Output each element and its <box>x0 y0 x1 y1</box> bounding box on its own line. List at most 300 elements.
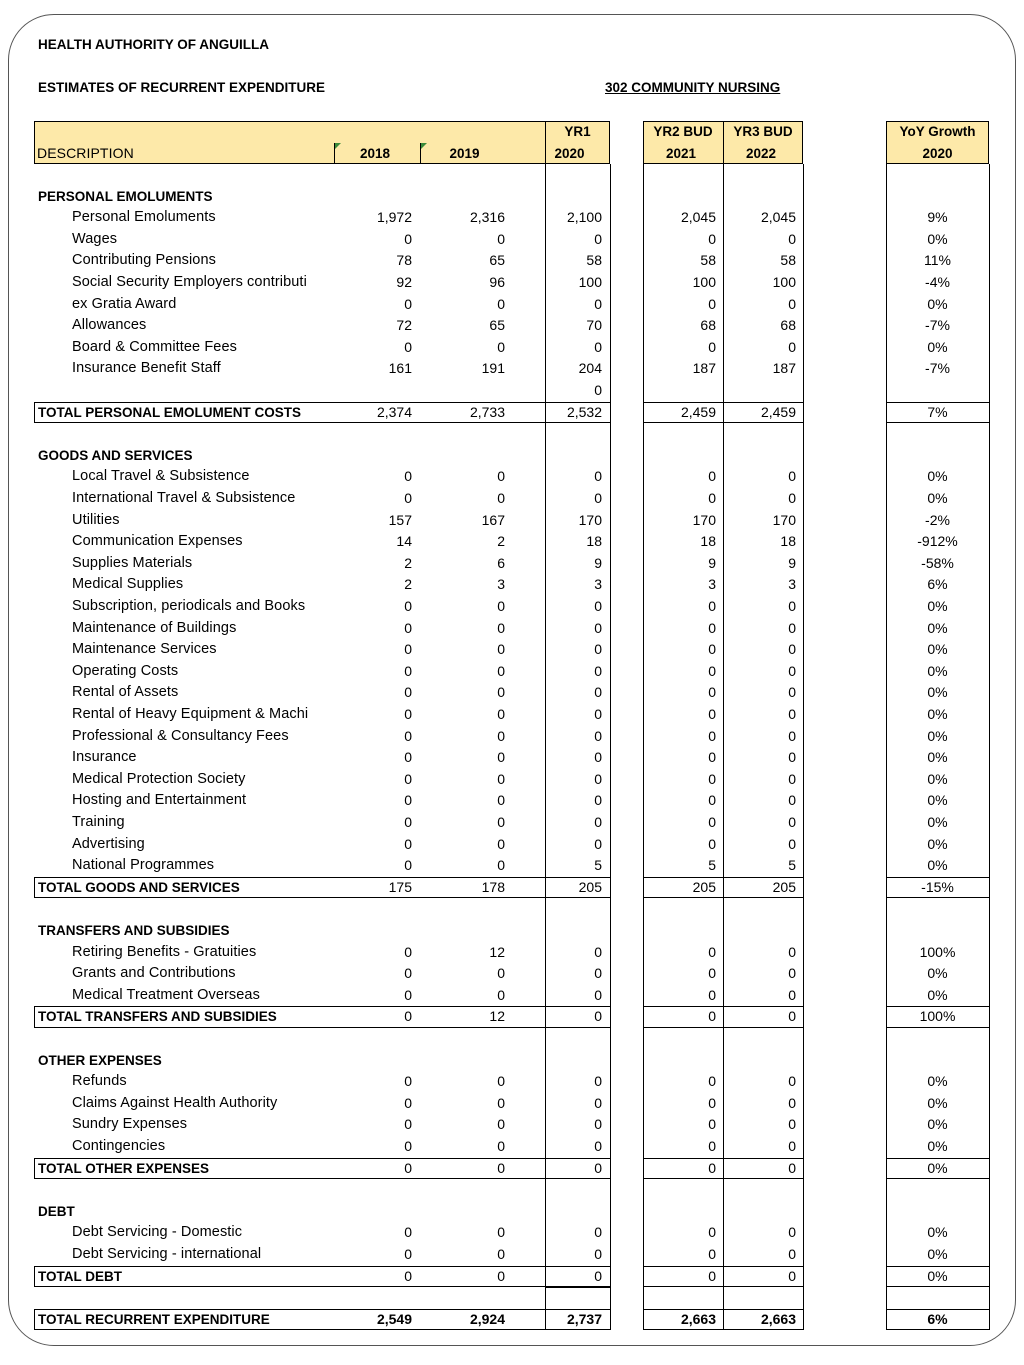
value-2018: 78 <box>396 252 412 269</box>
value-2022: 100 <box>772 274 796 290</box>
line-item-label: Hosting and Entertainment <box>72 792 247 809</box>
value-2022: 0 <box>788 230 796 247</box>
value-2019: 0 <box>497 706 505 722</box>
department-title: 302 COMMUNITY NURSING <box>605 80 781 95</box>
value-2022: 0 <box>788 1073 796 1090</box>
value-2022: 0 <box>788 1159 796 1176</box>
value-2021: 0 <box>708 230 716 247</box>
line-item-label: Operating Costs <box>72 662 179 679</box>
value-2021: 9 <box>708 554 716 571</box>
value-yoy: 0% <box>927 814 948 830</box>
value-2021: 0 <box>708 1267 716 1284</box>
value-2018: 0 <box>404 468 412 485</box>
value-2021: 100 <box>692 274 716 290</box>
value-2020: 0 <box>594 1116 602 1133</box>
line-item-label: Advertising <box>72 835 145 852</box>
line-item-label: Maintenance Services <box>72 641 217 658</box>
value-2020: 0 <box>594 684 602 701</box>
value-yoy: -58% <box>921 554 954 571</box>
value-2018: 0 <box>404 1008 412 1025</box>
value-yoy: 0% <box>927 770 948 787</box>
line-item-label: Insurance Benefit Staff <box>72 360 221 377</box>
value-2020: 0 <box>594 1224 602 1241</box>
value-2019: 0 <box>497 684 505 701</box>
total-row-box <box>886 1006 989 1028</box>
value-2020: 0 <box>594 295 602 312</box>
value-yoy: 0% <box>927 230 948 247</box>
total-row-box <box>34 1266 610 1288</box>
value-2020: 204 <box>578 360 602 377</box>
value-yoy: 0% <box>927 598 948 614</box>
header-2021: 2021 <box>665 145 697 161</box>
value-2019: 0 <box>497 1267 505 1284</box>
line-item-label: Medical Protection Society <box>72 770 246 787</box>
value-2020: 0 <box>594 641 602 658</box>
line-item-label: Sundry Expenses <box>72 1116 188 1133</box>
value-2021: 0 <box>708 986 716 1003</box>
value-2022: 205 <box>772 878 796 895</box>
value-2018: 0 <box>404 295 412 312</box>
line-item-label: Utilities <box>72 511 120 528</box>
value-yoy: 0% <box>927 468 948 485</box>
value-2018: 0 <box>404 1224 412 1241</box>
value-2018: 0 <box>404 1094 412 1111</box>
value-2021: 0 <box>708 1246 716 1262</box>
value-2022: 9 <box>788 554 796 571</box>
value-2019: 0 <box>497 468 505 485</box>
header-yr2: YR2 BUD <box>653 124 713 139</box>
value-2020: 0 <box>594 382 602 398</box>
line-item-label: Refunds <box>72 1073 127 1090</box>
value-2021: 0 <box>708 749 716 766</box>
value-yoy: 0% <box>927 857 948 874</box>
value-2019: 0 <box>497 598 505 614</box>
value-2018: 0 <box>404 706 412 722</box>
value-2020: 0 <box>594 1008 602 1025</box>
value-yoy: 0% <box>927 965 948 982</box>
value-2022: 0 <box>788 598 796 614</box>
value-2018: 161 <box>388 360 412 377</box>
value-2021: 0 <box>708 1008 716 1025</box>
value-2020: 0 <box>594 835 602 852</box>
value-2020: 5 <box>594 857 602 874</box>
value-2019: 2 <box>497 533 505 550</box>
value-2020: 3 <box>594 576 602 593</box>
value-yoy: 9% <box>927 209 948 226</box>
section-heading: OTHER EXPENSES <box>38 1052 162 1068</box>
value-yoy: 0% <box>927 835 948 852</box>
value-2019: 0 <box>497 1138 505 1154</box>
header-description: DESCRIPTION <box>37 144 134 161</box>
header-2019: 2019 <box>449 145 480 161</box>
value-2018: 0 <box>404 1138 412 1154</box>
value-2022: 0 <box>788 1246 796 1262</box>
value-2022: 18 <box>780 533 796 550</box>
value-2021: 0 <box>708 1138 716 1154</box>
value-2022: 0 <box>788 619 796 636</box>
value-2021: 0 <box>708 295 716 312</box>
header-yoy-year: 2020 <box>922 145 953 161</box>
value-2021: 0 <box>708 1116 716 1133</box>
header-yoy: YoY Growth <box>899 124 976 139</box>
value-yoy: 0% <box>927 986 948 1003</box>
value-2021: 0 <box>708 792 716 809</box>
value-2018: 0 <box>404 986 412 1003</box>
value-2018: 0 <box>404 230 412 247</box>
grand-total-label: TOTAL RECURRENT EXPENDITURE <box>38 1311 270 1327</box>
value-2022: 0 <box>788 641 796 658</box>
value-yoy: 100% <box>919 1008 956 1025</box>
column-rule <box>723 164 724 1330</box>
value-2022: 2,045 <box>760 209 796 226</box>
value-2020: 0 <box>594 338 602 355</box>
value-2019: 0 <box>497 338 505 355</box>
value-yoy: 100% <box>919 943 956 960</box>
value-2020: 70 <box>586 317 602 334</box>
total-label: TOTAL DEBT <box>38 1268 122 1284</box>
value-2018: 0 <box>404 662 412 679</box>
value-2018: 2 <box>404 576 412 593</box>
value-2019: 0 <box>497 1094 505 1111</box>
value-yoy: -15% <box>921 878 954 895</box>
value-2022: 58 <box>780 252 796 269</box>
line-item-label: Professional & Consultancy Fees <box>72 727 289 744</box>
value-2018: 0 <box>404 1159 412 1176</box>
value-2018: 92 <box>396 274 412 290</box>
value-2019: 12 <box>489 943 505 960</box>
value-2021: 2,045 <box>680 209 716 226</box>
value-2021: 0 <box>708 1073 716 1090</box>
line-item-label: Claims Against Health Authority <box>72 1094 278 1111</box>
value-2021: 0 <box>708 1159 716 1176</box>
value-2019: 0 <box>497 662 505 679</box>
line-item-label: ex Gratia Award <box>72 295 177 312</box>
header-yr3: YR3 BUD <box>733 124 793 139</box>
value-2020: 205 <box>578 878 602 895</box>
value-2022: 68 <box>780 317 796 334</box>
value-2022: 2,459 <box>760 403 796 420</box>
value-2020: 0 <box>594 727 602 744</box>
value-2021: 0 <box>708 338 716 355</box>
line-item-label: Allowances <box>72 317 147 334</box>
value-2021: 0 <box>708 727 716 744</box>
total-row-box <box>886 402 989 424</box>
value-2020: 2,532 <box>566 403 602 420</box>
line-item-label: Social Security Employers contributi <box>72 274 307 290</box>
value-2018: 0 <box>404 338 412 355</box>
value-yoy: 0% <box>927 295 948 312</box>
line-item-label: Maintenance of Buildings <box>72 619 237 636</box>
value-2020: 0 <box>594 1138 602 1154</box>
section-heading: TRANSFERS AND SUBSIDIES <box>38 923 230 938</box>
line-item-label: Communication Expenses <box>72 533 243 550</box>
value-2020: 0 <box>594 1246 602 1262</box>
total-label: TOTAL PERSONAL EMOLUMENT COSTS <box>38 404 302 420</box>
value-yoy: 7% <box>927 403 948 420</box>
column-rule <box>803 164 804 1330</box>
value-2022: 0 <box>788 835 796 852</box>
value-2020: 0 <box>594 1073 602 1090</box>
value-2019: 0 <box>497 1246 505 1262</box>
value-2019: 0 <box>497 619 505 636</box>
header-yr1: YR1 <box>564 124 591 139</box>
value-2022: 0 <box>788 662 796 679</box>
value-2018: 0 <box>404 1246 412 1262</box>
value-2022: 2,663 <box>760 1310 796 1327</box>
value-2019: 0 <box>497 1159 505 1176</box>
value-2019: 0 <box>497 792 505 809</box>
value-2022: 0 <box>788 295 796 312</box>
value-2019: 2,924 <box>469 1310 505 1327</box>
total-row-box <box>34 1006 610 1028</box>
value-2022: 0 <box>788 965 796 982</box>
value-2022: 0 <box>788 1008 796 1025</box>
column-rule <box>886 164 887 1330</box>
value-yoy: 0% <box>927 792 948 809</box>
line-item-label: Board & Committee Fees <box>72 338 237 355</box>
value-2018: 2,549 <box>376 1310 412 1327</box>
line-item-label: Medical Treatment Overseas <box>72 986 260 1003</box>
value-2020: 2,100 <box>566 209 602 226</box>
value-yoy: 0% <box>927 684 948 701</box>
value-2018: 0 <box>404 770 412 787</box>
value-2019: 0 <box>497 814 505 830</box>
value-2020: 0 <box>594 598 602 614</box>
value-yoy: 0% <box>927 1224 948 1241</box>
section-heading: DEBT <box>38 1203 75 1219</box>
value-yoy: 0% <box>927 1267 948 1284</box>
value-2020: 9 <box>594 554 602 571</box>
total-row-box <box>34 1158 610 1180</box>
value-2019: 65 <box>489 317 505 334</box>
value-2022: 0 <box>788 338 796 355</box>
value-2021: 18 <box>700 533 716 550</box>
value-2022: 0 <box>788 1116 796 1133</box>
value-yoy: 6% <box>927 576 948 593</box>
value-2020: 0 <box>594 1094 602 1111</box>
value-2022: 0 <box>788 749 796 766</box>
value-2019: 0 <box>497 230 505 247</box>
value-2018: 0 <box>404 619 412 636</box>
line-item-label: Contingencies <box>72 1138 166 1154</box>
value-2018: 0 <box>404 1073 412 1090</box>
value-2021: 0 <box>708 1224 716 1241</box>
value-2022: 0 <box>788 770 796 787</box>
value-2019 <box>420 380 505 402</box>
value-2021: 0 <box>708 619 716 636</box>
line-item-label: Subscription, periodicals and Books <box>72 598 306 614</box>
line-item-label: Retiring Benefits - Gratuities <box>72 943 257 960</box>
value-2018: 0 <box>404 641 412 658</box>
value-2018: 0 <box>404 965 412 982</box>
value-2020: 0 <box>594 706 602 722</box>
value-2019: 191 <box>481 360 505 377</box>
total-row-box <box>34 402 610 424</box>
value-2020: 0 <box>594 662 602 679</box>
value-2022 <box>723 380 796 402</box>
value-2020: 2,737 <box>566 1310 602 1327</box>
value-2019: 12 <box>489 1008 505 1025</box>
value-2018: 0 <box>404 1267 412 1284</box>
value-2019: 3 <box>497 576 505 593</box>
total-row-box <box>886 1266 989 1288</box>
value-2019: 0 <box>497 490 505 506</box>
value-2022: 0 <box>788 684 796 701</box>
value-2020: 170 <box>578 511 602 528</box>
value-yoy: 6% <box>927 1310 948 1327</box>
value-2019: 0 <box>497 1116 505 1133</box>
value-2021: 0 <box>708 662 716 679</box>
value-2019: 65 <box>489 252 505 269</box>
value-2018 <box>334 380 412 402</box>
line-item-label: Medical Supplies <box>72 576 184 593</box>
value-2020: 100 <box>578 274 602 290</box>
total-row-box <box>886 1309 989 1331</box>
total-label: TOTAL GOODS AND SERVICES <box>38 879 240 895</box>
line-item-label: Contributing Pensions <box>72 252 216 269</box>
value-2022: 0 <box>788 490 796 506</box>
column-rule <box>989 164 990 1330</box>
value-2020: 0 <box>594 814 602 830</box>
line-item-label <box>72 380 334 402</box>
value-yoy: 0% <box>927 1073 948 1090</box>
value-yoy: 0% <box>927 1159 948 1176</box>
value-2019: 0 <box>497 965 505 982</box>
value-2018: 0 <box>404 1116 412 1133</box>
value-yoy: 11% <box>924 252 951 269</box>
total-row-box <box>34 877 610 899</box>
value-2019: 0 <box>497 1073 505 1090</box>
value-2020: 58 <box>586 252 602 269</box>
value-2021: 0 <box>708 943 716 960</box>
value-yoy: 0% <box>927 641 948 658</box>
line-item-label: Grants and Contributions <box>72 965 236 982</box>
value-yoy: 0% <box>927 338 948 355</box>
value-2018: 72 <box>396 317 412 334</box>
value-2019: 0 <box>497 1224 505 1241</box>
value-yoy: -7% <box>925 360 950 377</box>
value-2018: 175 <box>388 878 412 895</box>
value-2022: 0 <box>788 792 796 809</box>
line-item-label: Rental of Assets <box>72 684 179 701</box>
value-yoy: 0% <box>927 619 948 636</box>
value-2021: 0 <box>708 965 716 982</box>
value-2022: 0 <box>788 943 796 960</box>
value-2021: 5 <box>708 857 716 874</box>
value-2021: 0 <box>708 1094 716 1111</box>
value-2019: 0 <box>497 641 505 658</box>
column-rule <box>610 164 611 1330</box>
value-2022: 0 <box>788 1138 796 1154</box>
value-2018: 0 <box>404 814 412 830</box>
value-2020: 0 <box>594 468 602 485</box>
value-2019: 2,316 <box>469 209 505 226</box>
value-2019: 2,733 <box>469 403 505 420</box>
org-title: HEALTH AUTHORITY OF ANGUILLA <box>38 37 269 52</box>
column-rule <box>545 164 546 1330</box>
value-yoy: 0% <box>927 1246 948 1262</box>
header-2022: 2022 <box>745 145 777 161</box>
line-item-label: National Programmes <box>72 857 215 874</box>
value-2020: 0 <box>594 986 602 1003</box>
value-2021 <box>643 380 716 402</box>
value-2019: 0 <box>497 857 505 874</box>
value-2018: 0 <box>404 490 412 506</box>
line-item-label: Rental of Heavy Equipment & Machi <box>72 706 309 722</box>
value-2020: 0 <box>594 770 602 787</box>
value-2022: 0 <box>788 1267 796 1284</box>
value-2018: 0 <box>404 943 412 960</box>
value-2019: 6 <box>497 554 505 571</box>
value-2018: 2 <box>404 554 412 571</box>
section-heading: GOODS AND SERVICES <box>38 447 193 463</box>
value-2018: 2,374 <box>376 403 412 420</box>
report-title: ESTIMATES OF RECURRENT EXPENDITURE <box>38 80 326 95</box>
line-item-label: Personal Emoluments <box>72 209 216 226</box>
value-2020: 0 <box>594 230 602 247</box>
value-2018: 14 <box>396 533 412 550</box>
line-item-label: Debt Servicing - international <box>72 1246 262 1262</box>
column-rule <box>643 164 644 1330</box>
value-2020: 0 <box>594 1267 602 1284</box>
line-item-label: Wages <box>72 230 118 247</box>
value-2022: 3 <box>788 576 796 593</box>
value-2018: 0 <box>404 727 412 744</box>
line-item-label: Insurance <box>72 749 137 766</box>
value-2022: 187 <box>772 360 796 377</box>
value-2020: 0 <box>594 619 602 636</box>
value-2020: 0 <box>594 490 602 506</box>
value-2021: 2,459 <box>680 403 716 420</box>
value-2021: 68 <box>700 317 716 334</box>
value-2018: 0 <box>404 835 412 852</box>
value-2019: 167 <box>481 511 505 528</box>
value-2021: 3 <box>708 576 716 593</box>
value-2021: 170 <box>692 511 716 528</box>
value-yoy: 0% <box>927 490 948 506</box>
value-2022: 0 <box>788 1094 796 1111</box>
value-2021: 0 <box>708 598 716 614</box>
value-yoy: 0% <box>927 1138 948 1154</box>
value-2021: 0 <box>708 706 716 722</box>
value-2021: 0 <box>708 814 716 830</box>
value-yoy: 0% <box>927 662 948 679</box>
value-yoy <box>886 380 989 402</box>
value-2021: 0 <box>708 641 716 658</box>
value-2021: 58 <box>700 252 716 269</box>
value-2020: 0 <box>594 1159 602 1176</box>
value-yoy: 0% <box>927 749 948 766</box>
value-2018: 0 <box>404 857 412 874</box>
total-row-box <box>886 877 989 899</box>
value-2019: 0 <box>497 835 505 852</box>
value-yoy: 0% <box>927 727 948 744</box>
value-2018: 0 <box>404 684 412 701</box>
value-2021: 205 <box>692 878 716 895</box>
total-label: TOTAL TRANSFERS AND SUBSIDIES <box>38 1009 277 1025</box>
header-2018: 2018 <box>359 145 391 161</box>
value-2019: 0 <box>497 295 505 312</box>
value-2022: 5 <box>788 857 796 874</box>
value-yoy: -4% <box>925 274 950 290</box>
value-2022: 0 <box>788 814 796 830</box>
line-item-label: Supplies Materials <box>72 554 193 571</box>
value-yoy: -7% <box>925 317 950 334</box>
line-item-label: Training <box>72 814 125 830</box>
value-2020: 0 <box>594 792 602 809</box>
total-label: TOTAL OTHER EXPENSES <box>38 1160 210 1176</box>
line-item-label: Local Travel & Subsistence <box>72 468 250 485</box>
